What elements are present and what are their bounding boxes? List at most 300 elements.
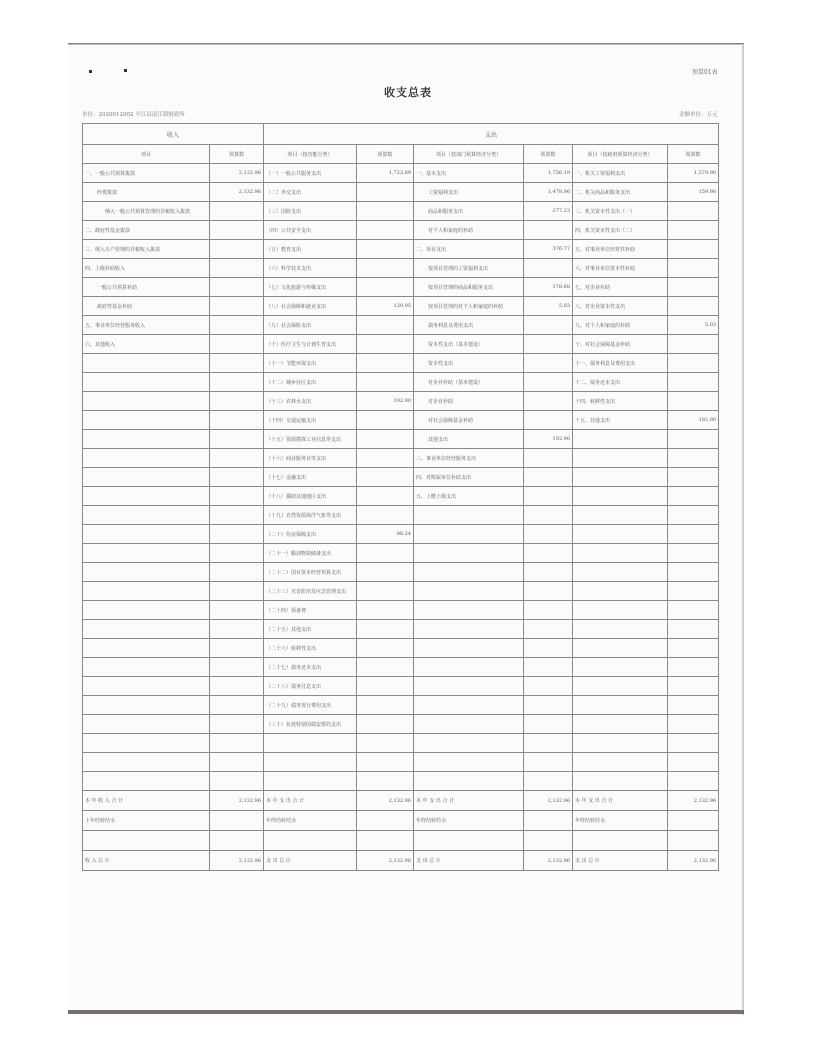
year-expense-label: 本 年 支 出 合 计 bbox=[264, 791, 357, 811]
col-item-func: 项目（按功能分类） bbox=[264, 145, 357, 164]
func-item: （二十九）债务发行费用支出 bbox=[264, 696, 357, 715]
func-budget bbox=[357, 658, 414, 677]
gov-budget bbox=[668, 240, 719, 259]
dept-item bbox=[414, 658, 524, 677]
year-expense-label: 本 年 支 出 合 计 bbox=[414, 791, 524, 811]
func-item: （二）外交支出 bbox=[264, 183, 357, 202]
dept-budget bbox=[524, 715, 573, 734]
gov-item: 十五、其他支出 bbox=[573, 411, 668, 430]
func-item: （二十八）债务付息支出 bbox=[264, 677, 357, 696]
dept-item bbox=[414, 677, 524, 696]
income-budget bbox=[210, 620, 264, 639]
func-budget bbox=[357, 620, 414, 639]
dept-item bbox=[414, 772, 524, 791]
carry-out-value bbox=[524, 811, 573, 831]
func-budget bbox=[357, 734, 414, 753]
dept-budget bbox=[524, 620, 573, 639]
gov-budget bbox=[668, 202, 719, 221]
gov-item bbox=[573, 582, 668, 601]
income-budget bbox=[210, 202, 264, 221]
gov-budget bbox=[668, 297, 719, 316]
dept-item bbox=[414, 563, 524, 582]
func-item: （七）文化旅游与传媒支出 bbox=[264, 278, 357, 297]
table-row bbox=[83, 563, 719, 582]
income-budget bbox=[210, 506, 264, 525]
gov-item bbox=[573, 734, 668, 753]
income-item bbox=[83, 715, 210, 734]
gov-budget bbox=[668, 525, 719, 544]
income-budget bbox=[210, 487, 264, 506]
income-item: 二、政府性基金拨款 bbox=[83, 221, 210, 240]
gov-item: 十二、债务还本支出 bbox=[573, 373, 668, 392]
income-item: 一、一般公共预算拨款 bbox=[83, 164, 210, 183]
carry-in-value bbox=[210, 811, 264, 831]
gov-budget bbox=[668, 582, 719, 601]
table-row bbox=[83, 677, 719, 696]
income-budget bbox=[210, 316, 264, 335]
dept-item: 对个人和家庭的补助 bbox=[414, 221, 524, 240]
gov-budget bbox=[668, 601, 719, 620]
grand-total-row bbox=[83, 851, 719, 871]
func-budget bbox=[357, 468, 414, 487]
table-row bbox=[83, 316, 719, 335]
page-title: 收支总表 bbox=[384, 86, 432, 99]
carry-out-value bbox=[668, 811, 719, 831]
func-item: （三十）抗疫特别国债安排的支出 bbox=[264, 715, 357, 734]
income-item: 三、纳入专户管理的非税收入拨款 bbox=[83, 240, 210, 259]
col-budget: 预算数 bbox=[210, 145, 264, 164]
func-item: （十三）农林水支出 bbox=[264, 392, 357, 411]
gov-budget bbox=[668, 658, 719, 677]
gov-item: 二、机关商品和服务支出 bbox=[573, 183, 668, 202]
year-income-label: 本 年 收 入 合 计 bbox=[83, 791, 210, 811]
year-expense-value: 2,132.96 bbox=[524, 791, 573, 811]
carry-out-label: 年终结转结余 bbox=[573, 811, 668, 831]
gov-budget bbox=[668, 506, 719, 525]
func-budget: 1,723.89 bbox=[357, 164, 414, 183]
func-budget bbox=[357, 449, 414, 468]
dept-budget bbox=[524, 601, 573, 620]
gov-item bbox=[573, 468, 668, 487]
income-budget bbox=[210, 715, 264, 734]
func-budget bbox=[357, 544, 414, 563]
func-budget bbox=[357, 335, 414, 354]
total-income-label: 收 入 总 计 bbox=[83, 851, 210, 871]
expense-header: 支出 bbox=[264, 124, 719, 145]
func-item: （五）教育支出 bbox=[264, 240, 357, 259]
income-item bbox=[83, 449, 210, 468]
income-budget: 2,132.96 bbox=[210, 164, 264, 183]
income-item bbox=[83, 392, 210, 411]
dept-item: 工资福利支出 bbox=[414, 183, 524, 202]
dept-item bbox=[414, 582, 524, 601]
dept-item: 二、项目支出 bbox=[414, 240, 524, 259]
func-item: （六）科学技术支出 bbox=[264, 259, 357, 278]
dept-budget bbox=[524, 259, 573, 278]
dept-item bbox=[414, 753, 524, 772]
dept-budget bbox=[524, 506, 573, 525]
year-expense-label: 本 年 支 出 合 计 bbox=[573, 791, 668, 811]
func-budget bbox=[357, 373, 414, 392]
dept-budget bbox=[524, 487, 573, 506]
blank-row bbox=[83, 831, 719, 851]
year-expense-value: 2,132.96 bbox=[668, 791, 719, 811]
func-budget: 88.24 bbox=[357, 525, 414, 544]
gov-budget bbox=[668, 278, 719, 297]
dept-item bbox=[414, 715, 524, 734]
income-item bbox=[83, 677, 210, 696]
dept-budget bbox=[524, 563, 573, 582]
gov-budget bbox=[668, 221, 719, 240]
dept-item: 商品和服务支出 bbox=[414, 202, 524, 221]
gov-budget: 1,579.90 bbox=[668, 164, 719, 183]
dept-budget bbox=[524, 734, 573, 753]
table-row bbox=[83, 544, 719, 563]
dept-item: 对企业补助 bbox=[414, 392, 524, 411]
func-item: （二十四）预备费 bbox=[264, 601, 357, 620]
income-budget bbox=[210, 563, 264, 582]
gov-item: 十、对社会保障基金补助 bbox=[573, 335, 668, 354]
func-budget bbox=[357, 278, 414, 297]
income-budget bbox=[210, 335, 264, 354]
dept-budget bbox=[524, 639, 573, 658]
table-row bbox=[83, 582, 719, 601]
table-row bbox=[83, 620, 719, 639]
dept-budget bbox=[524, 335, 573, 354]
table-row bbox=[83, 297, 719, 316]
table-row bbox=[83, 430, 719, 449]
paper-bottom-edge bbox=[68, 1010, 744, 1014]
func-budget bbox=[357, 202, 414, 221]
func-item bbox=[264, 772, 357, 791]
gov-budget bbox=[668, 563, 719, 582]
dept-budget bbox=[524, 373, 573, 392]
func-item: （二十三）灾害防治及应急管理支出 bbox=[264, 582, 357, 601]
dept-budget: 376.77 bbox=[524, 240, 573, 259]
col-budget: 预算数 bbox=[524, 145, 573, 164]
income-item bbox=[83, 753, 210, 772]
income-item bbox=[83, 582, 210, 601]
carry-out-label: 年终结转结余 bbox=[414, 811, 524, 831]
table-row bbox=[83, 335, 719, 354]
func-item: （十五）资源勘探工业信息等支出 bbox=[264, 430, 357, 449]
gov-budget bbox=[668, 677, 719, 696]
dept-budget bbox=[524, 753, 573, 772]
income-budget bbox=[210, 221, 264, 240]
func-item: （十四）交通运输支出 bbox=[264, 411, 357, 430]
gov-item bbox=[573, 620, 668, 639]
table-row bbox=[83, 259, 719, 278]
income-budget bbox=[210, 259, 264, 278]
func-budget: 192.90 bbox=[357, 392, 414, 411]
func-budget: 120.95 bbox=[357, 297, 414, 316]
total-expense-label: 支 出 总 计 bbox=[414, 851, 524, 871]
dept-item bbox=[414, 620, 524, 639]
gov-budget bbox=[668, 772, 719, 791]
dept-budget: 178.68 bbox=[524, 278, 573, 297]
dept-budget bbox=[524, 658, 573, 677]
dept-budget: 192.90 bbox=[524, 430, 573, 449]
income-item: 一般公共预算补助 bbox=[83, 278, 210, 297]
total-income-value: 2,132.96 bbox=[210, 851, 264, 871]
func-item: （二十二）国有资本经营预算支出 bbox=[264, 563, 357, 582]
income-budget bbox=[210, 525, 264, 544]
func-budget bbox=[357, 430, 414, 449]
year-total-row bbox=[83, 791, 719, 811]
amount-unit-label: 金额单位：万元 bbox=[679, 112, 718, 118]
dept-item bbox=[414, 601, 524, 620]
col-item-dept: 项目（按部门预算经济分类） bbox=[414, 145, 524, 164]
func-item: （十二）城乡社区支出 bbox=[264, 373, 357, 392]
dept-item: 一、基本支出 bbox=[414, 164, 524, 183]
func-budget bbox=[357, 316, 414, 335]
income-item bbox=[83, 620, 210, 639]
gov-budget bbox=[668, 354, 719, 373]
gov-budget bbox=[668, 335, 719, 354]
gov-budget bbox=[668, 430, 719, 449]
gov-item: 五、对事业单位经常性补助 bbox=[573, 240, 668, 259]
table-row bbox=[83, 354, 719, 373]
func-item: （二十七）债务还本支出 bbox=[264, 658, 357, 677]
dept-budget: 1,756.19 bbox=[524, 164, 573, 183]
paper-top-edge bbox=[68, 43, 744, 44]
dept-item bbox=[414, 525, 524, 544]
func-budget bbox=[357, 582, 414, 601]
dept-budget bbox=[524, 525, 573, 544]
func-item: （八）社会保障和就业支出 bbox=[264, 297, 357, 316]
year-income-value: 2,132.96 bbox=[210, 791, 264, 811]
dept-item bbox=[414, 639, 524, 658]
gov-budget bbox=[668, 487, 719, 506]
income-budget bbox=[210, 240, 264, 259]
func-item: （十九）自然资源海洋气象等支出 bbox=[264, 506, 357, 525]
func-budget bbox=[357, 354, 414, 373]
dept-item bbox=[414, 544, 524, 563]
income-item bbox=[83, 468, 210, 487]
income-budget bbox=[210, 430, 264, 449]
col-item: 项目 bbox=[83, 145, 210, 164]
gov-budget bbox=[668, 468, 719, 487]
income-budget: 2,132.96 bbox=[210, 183, 264, 202]
gov-budget bbox=[668, 639, 719, 658]
table-row bbox=[83, 753, 719, 772]
table-row bbox=[83, 639, 719, 658]
income-item: 政府性基金补助 bbox=[83, 297, 210, 316]
table-row bbox=[83, 240, 719, 259]
table-row bbox=[83, 487, 719, 506]
table-row bbox=[83, 772, 719, 791]
gov-budget bbox=[668, 696, 719, 715]
income-item bbox=[83, 354, 210, 373]
gov-item: 六、对事业单位资本性补助 bbox=[573, 259, 668, 278]
gov-item bbox=[573, 430, 668, 449]
dept-budget bbox=[524, 449, 573, 468]
gov-budget bbox=[668, 449, 719, 468]
func-item: （二十六）转移性支出 bbox=[264, 639, 357, 658]
func-budget bbox=[357, 563, 414, 582]
income-budget bbox=[210, 373, 264, 392]
dept-item: 四、对附属单位补助支出 bbox=[414, 468, 524, 487]
gov-item bbox=[573, 696, 668, 715]
table-row bbox=[83, 525, 719, 544]
table-row bbox=[83, 468, 719, 487]
dept-budget bbox=[524, 677, 573, 696]
table-row bbox=[83, 601, 719, 620]
gov-budget bbox=[668, 259, 719, 278]
carry-out-value bbox=[357, 811, 414, 831]
income-budget bbox=[210, 449, 264, 468]
func-budget bbox=[357, 259, 414, 278]
table-row bbox=[83, 183, 719, 202]
dept-budget bbox=[524, 772, 573, 791]
func-budget bbox=[357, 772, 414, 791]
gov-item bbox=[573, 677, 668, 696]
gov-item bbox=[573, 449, 668, 468]
scan-speck bbox=[89, 70, 92, 73]
dept-item: 债务利息及费用支出 bbox=[414, 316, 524, 335]
income-item bbox=[83, 734, 210, 753]
gov-item bbox=[573, 506, 668, 525]
dept-budget bbox=[524, 354, 573, 373]
gov-item bbox=[573, 601, 668, 620]
dept-item: 资本性支出（基本建设） bbox=[414, 335, 524, 354]
gov-item bbox=[573, 639, 668, 658]
gov-budget bbox=[668, 734, 719, 753]
table-row bbox=[83, 164, 719, 183]
income-item bbox=[83, 430, 210, 449]
total-expense-value: 2,132.96 bbox=[668, 851, 719, 871]
dept-item: 按项目管理的商品和服务支出 bbox=[414, 278, 524, 297]
dept-item: 资本性支出 bbox=[414, 354, 524, 373]
income-item bbox=[83, 639, 210, 658]
dept-budget bbox=[524, 582, 573, 601]
table-row bbox=[83, 696, 719, 715]
income-item bbox=[83, 525, 210, 544]
income-item: 四、上级补助收入 bbox=[83, 259, 210, 278]
income-item bbox=[83, 506, 210, 525]
income-item: 六、其他收入 bbox=[83, 335, 210, 354]
table-row bbox=[83, 411, 719, 430]
income-budget bbox=[210, 411, 264, 430]
gov-budget bbox=[668, 392, 719, 411]
table-row bbox=[83, 658, 719, 677]
income-item: 五、事业单位经营服务收入 bbox=[83, 316, 210, 335]
dept-item: 三、事业单位经营服务支出 bbox=[414, 449, 524, 468]
dept-budget bbox=[524, 392, 573, 411]
dept-budget bbox=[524, 468, 573, 487]
year-expense-value: 2,132.96 bbox=[357, 791, 414, 811]
gov-item: 八、对企业资本性支出 bbox=[573, 297, 668, 316]
gov-budget bbox=[668, 544, 719, 563]
income-item bbox=[83, 658, 210, 677]
func-budget bbox=[357, 487, 414, 506]
total-expense-label: 支 出 总 计 bbox=[264, 851, 357, 871]
func-item: （一）一般公共服务支出 bbox=[264, 164, 357, 183]
gov-item: 一、机关工资福利支出 bbox=[573, 164, 668, 183]
col-item-gov: 项目（按政府预算经济分类） bbox=[573, 145, 668, 164]
table-row bbox=[83, 449, 719, 468]
total-expense-value: 2,132.96 bbox=[524, 851, 573, 871]
gov-budget: 159.98 bbox=[668, 183, 719, 202]
func-budget bbox=[357, 506, 414, 525]
income-budget bbox=[210, 696, 264, 715]
func-item: （十一）节能环保支出 bbox=[264, 354, 357, 373]
func-item: （九）社会保险支出 bbox=[264, 316, 357, 335]
income-item bbox=[83, 373, 210, 392]
func-budget bbox=[357, 696, 414, 715]
gov-budget: 192.90 bbox=[668, 411, 719, 430]
income-item bbox=[83, 563, 210, 582]
dept-item: 对企业补助（基本建设） bbox=[414, 373, 524, 392]
func-budget bbox=[357, 677, 414, 696]
income-item bbox=[83, 696, 210, 715]
func-item: （十六）商业服务业等支出 bbox=[264, 449, 357, 468]
func-budget bbox=[357, 411, 414, 430]
func-budget bbox=[357, 753, 414, 772]
func-item: （十七）金融支出 bbox=[264, 468, 357, 487]
gov-item bbox=[573, 715, 668, 734]
gov-item: 三、机关资本性支出（一） bbox=[573, 202, 668, 221]
dept-budget bbox=[524, 696, 573, 715]
dept-budget: 1,478.96 bbox=[524, 183, 573, 202]
table-row bbox=[83, 278, 719, 297]
table-row bbox=[83, 373, 719, 392]
func-item: （十八）援助其他地区支出 bbox=[264, 487, 357, 506]
col-budget: 预算数 bbox=[357, 145, 414, 164]
income-budget bbox=[210, 278, 264, 297]
func-item: （三）国防支出 bbox=[264, 202, 357, 221]
func-budget bbox=[357, 715, 414, 734]
func-budget bbox=[357, 639, 414, 658]
func-budget bbox=[357, 601, 414, 620]
income-budget bbox=[210, 639, 264, 658]
gov-item: 四、机关资本性支出（二） bbox=[573, 221, 668, 240]
header-row-groups bbox=[83, 124, 719, 145]
table-row bbox=[83, 202, 719, 221]
func-item: （二十五）其他支出 bbox=[264, 620, 357, 639]
table-row bbox=[83, 715, 719, 734]
dept-item: 按项目管理的对个人和家庭的补助 bbox=[414, 297, 524, 316]
func-item bbox=[264, 753, 357, 772]
table-row bbox=[83, 506, 719, 525]
gov-item bbox=[573, 772, 668, 791]
func-item: （二十）住房保障支出 bbox=[264, 525, 357, 544]
gov-item bbox=[573, 563, 668, 582]
gov-budget bbox=[668, 715, 719, 734]
form-number: 预算01表 bbox=[692, 69, 718, 76]
table-row bbox=[83, 221, 719, 240]
gov-item bbox=[573, 525, 668, 544]
dept-item: 按项目管理的工资福利支出 bbox=[414, 259, 524, 278]
gov-budget bbox=[668, 753, 719, 772]
dept-item: 其他支出 bbox=[414, 430, 524, 449]
func-item: （二十一）粮油物资储备支出 bbox=[264, 544, 357, 563]
header-row-columns bbox=[83, 145, 719, 164]
func-budget bbox=[357, 183, 414, 202]
func-item bbox=[264, 734, 357, 753]
carry-in-label: 上年结转结余 bbox=[83, 811, 210, 831]
carry-over-row bbox=[83, 811, 719, 831]
table-row bbox=[83, 392, 719, 411]
income-item bbox=[83, 487, 210, 506]
total-expense-value: 2,132.96 bbox=[357, 851, 414, 871]
gov-item bbox=[573, 487, 668, 506]
dept-item bbox=[414, 506, 524, 525]
income-budget bbox=[210, 601, 264, 620]
dept-item bbox=[414, 734, 524, 753]
income-budget bbox=[210, 582, 264, 601]
income-budget bbox=[210, 297, 264, 316]
